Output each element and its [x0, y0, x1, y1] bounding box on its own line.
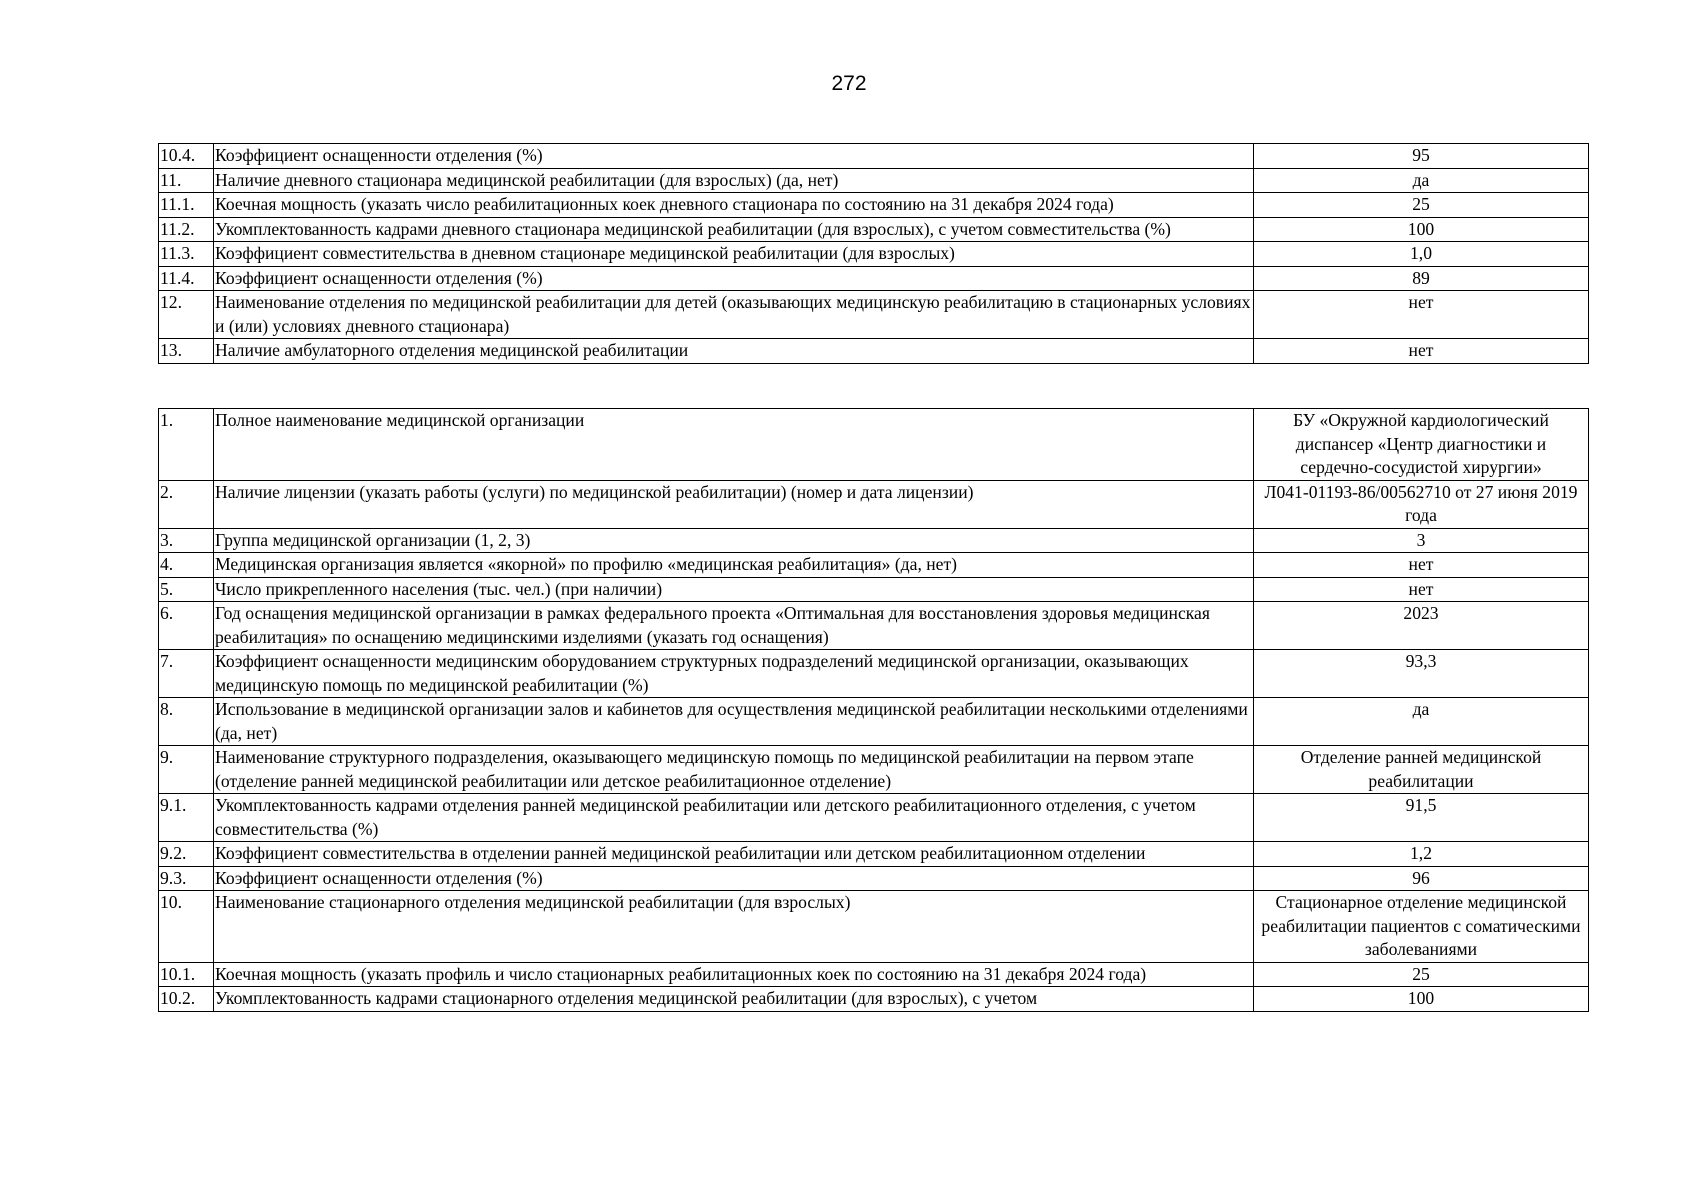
row-parameter: Коэффициент совместительства в отделении ранней медицинской реабилитации или детском реабилитационном отделении: [214, 842, 1254, 867]
row-number: 8.: [159, 698, 214, 746]
row-parameter: Коэффициент оснащенности отделения (%): [214, 266, 1254, 291]
row-value: Отделение ранней медицинской реабилитации: [1254, 746, 1589, 794]
row-number: 1.: [159, 409, 214, 481]
row-number: 9.: [159, 746, 214, 794]
row-parameter: Укомплектованность кадрами отделения ранней медицинской реабилитации или детского реабилитационного отделения, с учетом совместительства (%): [214, 794, 1254, 842]
row-number: 11.2.: [159, 217, 214, 242]
row-parameter: Коечная мощность (указать профиль и число стационарных реабилитационных коек по состоянию на 31 декабря 2024 года): [214, 962, 1254, 987]
table-row: [159, 528, 1589, 553]
row-number: 9.3.: [159, 866, 214, 891]
row-value: 89: [1254, 266, 1589, 291]
row-parameter: Коэффициент совместительства в дневном стационаре медицинской реабилитации (для взрослых): [214, 242, 1254, 267]
rehab-table-continued: [158, 143, 1589, 364]
table-row: [159, 746, 1589, 794]
table-row: [159, 650, 1589, 698]
row-number: 9.2.: [159, 842, 214, 867]
table-row: [159, 193, 1589, 218]
row-value: 91,5: [1254, 794, 1589, 842]
row-number: 13.: [159, 339, 214, 364]
table-row: [159, 698, 1589, 746]
table-row: [159, 144, 1589, 169]
row-value: 1,2: [1254, 842, 1589, 867]
row-number: 11.3.: [159, 242, 214, 267]
row-number: 5.: [159, 577, 214, 602]
row-value: Л041-01193-86/00562710 от 27 июня 2019 года: [1254, 480, 1589, 528]
row-value: 1,0: [1254, 242, 1589, 267]
table-row: [159, 242, 1589, 267]
page-number: 272: [831, 72, 867, 95]
row-value: нет: [1254, 553, 1589, 578]
table-row: [159, 794, 1589, 842]
row-parameter: Медицинская организация является «якорной» по профилю «медицинская реабилитация» (да, нет): [214, 553, 1254, 578]
row-parameter: Группа медицинской организации (1, 2, 3): [214, 528, 1254, 553]
rehab-table-organization: [158, 408, 1589, 1012]
row-parameter: Наличие дневного стационара медицинской реабилитации (для взрослых) (да, нет): [214, 168, 1254, 193]
row-number: 6.: [159, 602, 214, 650]
row-value: нет: [1254, 291, 1589, 339]
row-value: 25: [1254, 193, 1589, 218]
row-value: да: [1254, 168, 1589, 193]
row-number: 10.2.: [159, 987, 214, 1012]
row-parameter: Число прикрепленного населения (тыс. чел.) (при наличии): [214, 577, 1254, 602]
row-number: 7.: [159, 650, 214, 698]
row-value: да: [1254, 698, 1589, 746]
table-row: [159, 842, 1589, 867]
row-number: 2.: [159, 480, 214, 528]
row-value: нет: [1254, 577, 1589, 602]
row-parameter: Полное наименование медицинской организации: [214, 409, 1254, 481]
row-parameter: Коэффициент оснащенности отделения (%): [214, 866, 1254, 891]
row-parameter: Коэффициент оснащенности медицинским оборудованием структурных подразделений медицинской организации, оказывающих медицинскую помощь по медицинской реабилитации (%): [214, 650, 1254, 698]
row-parameter: Использование в медицинской организации залов и кабинетов для осуществления медицинской реабилитации несколькими отделениями (да, нет): [214, 698, 1254, 746]
row-parameter: Наименование структурного подразделения, оказывающего медицинскую помощь по медицинской реабилитации на первом этапе (отделение ранней медицинской реабилитации или детское реабилитационное отделение): [214, 746, 1254, 794]
row-parameter: Укомплектованность кадрами стационарного отделения медицинской реабилитации (для взрослых), с учетом: [214, 987, 1254, 1012]
row-parameter: Коэффициент оснащенности отделения (%): [214, 144, 1254, 169]
row-value: 93,3: [1254, 650, 1589, 698]
row-value: Стационарное отделение медицинской реабилитации пациентов с соматическими заболеваниями: [1254, 891, 1589, 963]
row-value: 3: [1254, 528, 1589, 553]
table-row: [159, 866, 1589, 891]
row-value: 100: [1254, 217, 1589, 242]
row-parameter: Наличие лицензии (указать работы (услуги) по медицинской реабилитации) (номер и дата лицензии): [214, 480, 1254, 528]
table-row: [159, 217, 1589, 242]
table-row: [159, 480, 1589, 528]
row-value: БУ «Окружной кардиологический диспансер «Центр диагностики и сердечно-сосудистой хирургии»: [1254, 409, 1589, 481]
table-row: [159, 291, 1589, 339]
row-value: 96: [1254, 866, 1589, 891]
row-parameter: Укомплектованность кадрами дневного стационара медицинской реабилитации (для взрослых), с учетом совместительства (%): [214, 217, 1254, 242]
table-row: [159, 409, 1589, 481]
table-body: [159, 409, 1589, 1012]
row-parameter: Год оснащения медицинской организации в рамках федерального проекта «Оптимальная для восстановления здоровья медицинская реабилитация» по оснащению медицинскими изделиями (указать год оснащения): [214, 602, 1254, 650]
row-parameter: Наличие амбулаторного отделения медицинской реабилитации: [214, 339, 1254, 364]
row-value: 2023: [1254, 602, 1589, 650]
table-row: [159, 553, 1589, 578]
row-number: 3.: [159, 528, 214, 553]
row-number: 11.1.: [159, 193, 214, 218]
row-value: 25: [1254, 962, 1589, 987]
row-parameter: Наименование отделения по медицинской реабилитации для детей (оказывающих медицинскую реабилитацию в стационарных условиях и (или) условиях дневного стационара): [214, 291, 1254, 339]
row-value: 100: [1254, 987, 1589, 1012]
row-number: 10.4.: [159, 144, 214, 169]
table-row: [159, 602, 1589, 650]
row-number: 9.1.: [159, 794, 214, 842]
table-row: [159, 577, 1589, 602]
row-number: 10.1.: [159, 962, 214, 987]
row-number: 11.: [159, 168, 214, 193]
row-number: 12.: [159, 291, 214, 339]
row-number: 4.: [159, 553, 214, 578]
row-parameter: Коечная мощность (указать число реабилитационных коек дневного стационара по состоянию на 31 декабря 2024 года): [214, 193, 1254, 218]
row-value: 95: [1254, 144, 1589, 169]
table-row: [159, 339, 1589, 364]
row-value: нет: [1254, 339, 1589, 364]
row-parameter: Наименование стационарного отделения медицинской реабилитации (для взрослых): [214, 891, 1254, 963]
table-row: [159, 266, 1589, 291]
table-body: [159, 144, 1589, 364]
row-number: 11.4.: [159, 266, 214, 291]
table-row: [159, 891, 1589, 963]
table-row: [159, 962, 1589, 987]
table-row: [159, 168, 1589, 193]
row-number: 10.: [159, 891, 214, 963]
table-row: [159, 987, 1589, 1012]
